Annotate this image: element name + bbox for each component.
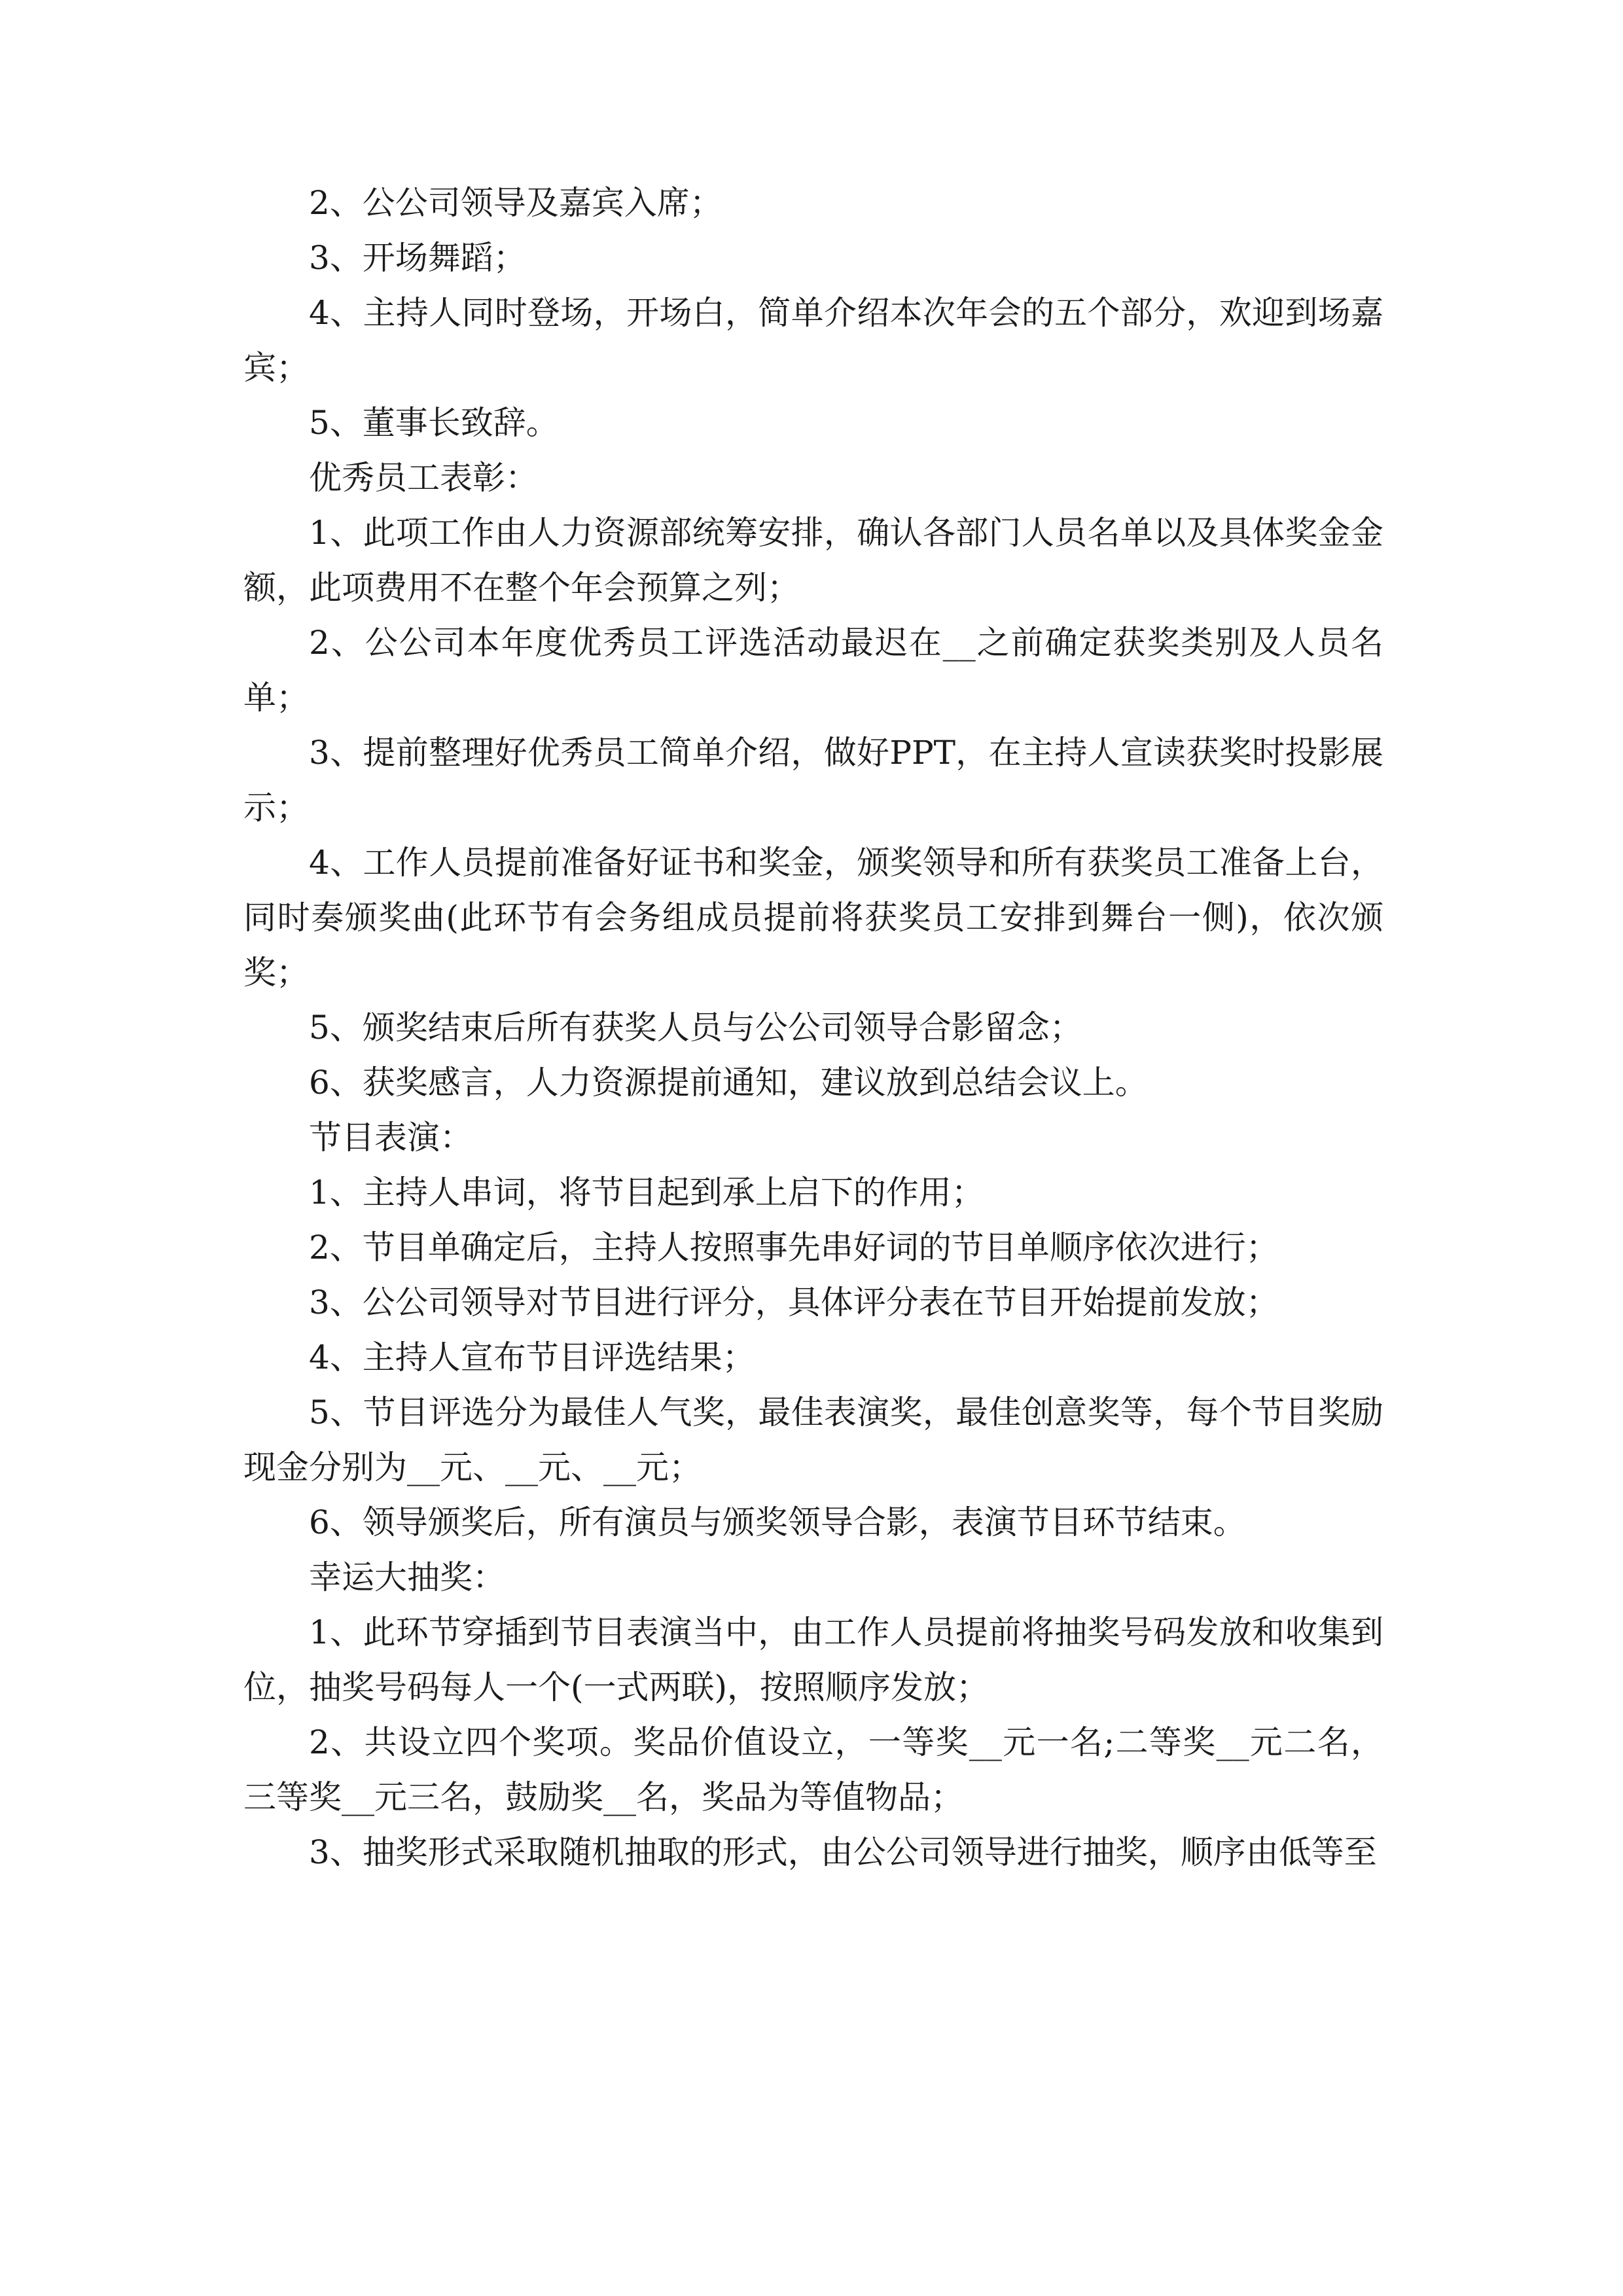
list-item: 5、董事长致辞。 bbox=[309, 404, 559, 442]
list-item: 4、主持人同时登场，开场白，简单介绍本次年会的五个部分，欢迎到场嘉宾； bbox=[243, 294, 1383, 387]
list-item: 2、节目单确定后，主持人按照事先串好词的节目单顺序依次进行； bbox=[309, 1229, 1279, 1266]
list-item: 5、颁奖结束后所有获奖人员与公公司领导合影留念； bbox=[309, 1009, 1082, 1047]
list-item: 3、开场舞蹈； bbox=[309, 239, 526, 277]
list-item: 3、抽奖形式采取随机抽取的形式，由公公司领导进行抽奖，顺序由低等至 bbox=[309, 1833, 1377, 1871]
list-item: 3、公公司领导对节目进行评分，具体评分表在节目开始提前发放； bbox=[309, 1283, 1279, 1321]
section-heading-performances: 节目表演： bbox=[309, 1119, 473, 1157]
section-heading-employee-awards: 优秀员工表彰： bbox=[309, 459, 538, 497]
list-item: 3、提前整理好优秀员工简单介绍，做好PPT，在主持人宣读获奖时投影展示； bbox=[243, 734, 1383, 827]
list-item: 4、主持人宣布节目评选结果； bbox=[309, 1338, 755, 1376]
list-item: 1、此环节穿插到节目表演当中，由工作人员提前将抽奖号码发放和收集到位，抽奖号码每人一个(一式两联)，按照顺序发放； bbox=[243, 1613, 1383, 1706]
list-item: 6、获奖感言，人力资源提前通知，建议放到总结会议上。 bbox=[309, 1064, 1148, 1102]
list-item: 5、节目评选分为最佳人气奖，最佳表演奖，最佳创意奖等，每个节目奖励现金分别为__元、__元、__元； bbox=[243, 1393, 1383, 1486]
list-item: 4、工作人员提前准备好证书和奖金，颁奖领导和所有获奖员工准备上台，同时奏颁奖曲(此环节有会务组成员提前将获奖员工安排到舞台一侧)，依次颁奖； bbox=[243, 844, 1383, 992]
list-item: 2、共设立四个奖项。奖品价值设立，一等奖__元一名;二等奖__元二名，三等奖__元三名，鼓励奖__名，奖品为等值物品； bbox=[243, 1723, 1383, 1816]
list-item: 1、此项工作由人力资源部统筹安排，确认各部门人员名单以及具体奖金金额，此项费用不在整个年会预算之列； bbox=[243, 514, 1383, 607]
list-item: 1、主持人串词，将节目起到承上启下的作用； bbox=[309, 1174, 984, 1211]
list-item: 2、公公司领导及嘉宾入席； bbox=[309, 184, 722, 222]
list-item: 2、公公司本年度优秀员工评选活动最迟在__之前确定获奖类别及人员名单； bbox=[243, 624, 1383, 717]
document-body bbox=[243, 175, 1383, 1880]
list-item: 6、领导颁奖后，所有演员与颁奖领导合影，表演节目环节结束。 bbox=[309, 1503, 1246, 1541]
section-heading-lucky-draw: 幸运大抽奖： bbox=[309, 1558, 505, 1596]
